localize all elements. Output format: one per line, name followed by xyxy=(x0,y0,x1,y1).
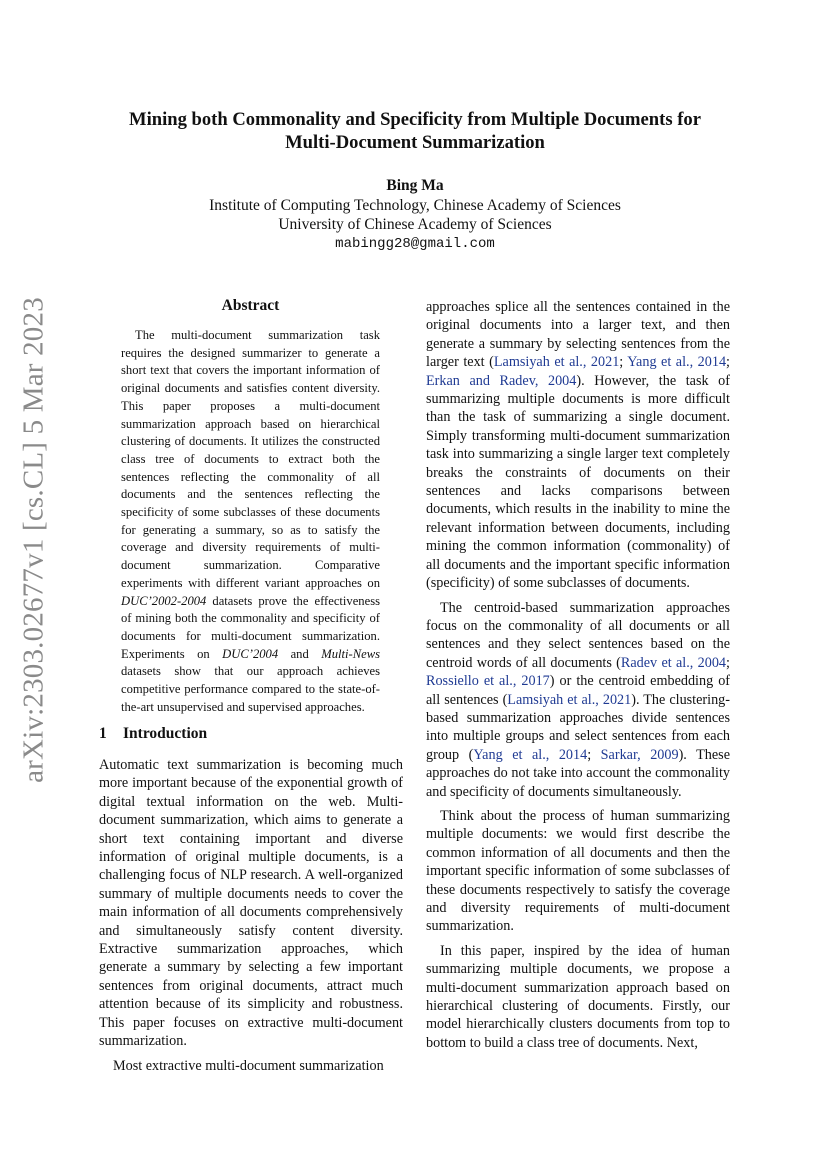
right-paragraph-1 xyxy=(426,298,730,593)
abstract-heading: Abstract xyxy=(221,297,280,314)
author-email[interactable]: mabingg28@gmail.com xyxy=(335,235,495,252)
title-line-1: Mining both Commonality and Specificity from Multiple Documents for xyxy=(129,109,701,130)
abstract-part-d: datasets show that our approach achieves competitive performance compared to the state-of-the-art unsupervised and supervised approaches. xyxy=(121,664,380,714)
intro-paragraph-2: Most extractive multi-document summarization xyxy=(113,1057,384,1074)
right-paragraph-2 xyxy=(426,599,730,801)
text-run: approaches splice all the sentences contained in the original documents into a larger text, and then generate a summary by selecting sentences from the larger text ( xyxy=(426,299,730,371)
paper-title xyxy=(90,108,740,154)
abstract-dataset-multi-news: Multi-News xyxy=(321,646,381,661)
citation-separator: ; xyxy=(587,746,601,763)
text-run: ). These approaches do not take into account the commonality and specificity of documents simultaneously. xyxy=(426,746,730,800)
text-run: ). However, the task of summarizing multiple documents is more difficult than the task of summarizing a single document. Simply transforming multi-document summarization task into summarizing a single larger text completely breaks the constraints of documents on their sentences and lacks comparisons between documents, which results in the inability to mine the relevant information between documents, including mining the common information (commonality) of all documents and the important specific information (specificity) of some subclasses of documents. xyxy=(426,372,730,592)
abstract-text xyxy=(121,327,380,716)
text-run: The centroid-based summarization approaches focus on the commonality of all documents or all sentences and they select sentences based on the centroid words of all documents ( xyxy=(426,599,730,671)
section-heading-introduction xyxy=(99,725,207,743)
citation-yang-2014[interactable]: Yang et al., 2014 xyxy=(627,354,727,371)
citation-yang-2014[interactable]: Yang et al., 2014 xyxy=(473,746,588,763)
citation-sarkar-2009[interactable]: Sarkar, 2009 xyxy=(600,746,679,763)
title-line-2: Multi-Document Summarization xyxy=(285,132,545,153)
citation-separator: ; xyxy=(726,654,730,671)
section-title: Introduction xyxy=(123,725,208,742)
citation-erkan-radev-2004[interactable]: Erkan and Radev, 2004 xyxy=(426,372,577,389)
left-column xyxy=(99,756,403,1075)
arxiv-sidebar-stamp xyxy=(4,297,64,783)
abstract-paragraph xyxy=(121,327,380,716)
abstract-part-c: and xyxy=(278,646,322,661)
section-number: 1 xyxy=(99,725,107,742)
affiliation-1: Institute of Computing Technology, Chinese Academy of Sciences xyxy=(209,196,621,214)
citation-lamsiyah-2021[interactable]: Lamsiyah et al., 2021 xyxy=(493,354,620,371)
citation-radev-2004[interactable]: Radev et al., 2004 xyxy=(620,654,727,671)
citation-lamsiyah-2021[interactable]: Lamsiyah et al., 2021 xyxy=(507,691,632,708)
text-run: ) or the centroid embedding of all sentences ( xyxy=(426,673,731,708)
abstract-dataset-duc-2004: DUC’2004 xyxy=(222,646,279,661)
citation-rossiello-2017[interactable]: Rossiello et al., 2017 xyxy=(426,673,550,690)
text-run: ). The clustering-based summarization approaches divide sentences into multiple groups and select sentences from each group ( xyxy=(426,691,730,763)
affiliation-2: University of Chinese Academy of Sciences xyxy=(278,216,552,233)
author-name: Bing Ma xyxy=(386,177,444,194)
right-paragraph-4: In this paper, inspired by the idea of human summarizing multiple documents, we propose a multi-document summarization approach based on hierarchical clustering of documents. Firstly, our model hierarchically clusters documents from top to bottom to build a class tree of documents. Next, xyxy=(426,942,730,1051)
right-column xyxy=(426,298,730,1052)
citation-separator: ; xyxy=(619,354,628,371)
abstract-part-a: The multi-document summarization task requires the designed summarizer to generate a short text that covers the important information of original documents and satisfies content diversity. This paper proposes a multi-document summarization approach based on hierarchical clustering of documents. It utilizes the constructed class tree of documents to extract both the sentences reflecting the commonality of all documents and the sentences reflecting the specificity of some subclasses of these documents for generating a summary, so as to satisfy the coverage and diversity requirements of multi-document summarization. Comparative experiments with different variant approaches on xyxy=(121,328,380,590)
author-block xyxy=(90,176,740,254)
arxiv-identifier: arXiv:2303.02677v1 [cs.CL] 5 Mar 2023 xyxy=(17,297,50,783)
citation-separator: ; xyxy=(726,354,730,371)
intro-paragraph-1: Automatic text summarization is becoming much more important because of the exponential growth of digital textual information on the web. Multi-document summarization, which aims to generate a short text containing important and diverse information of original multiple documents, is a challenging focus of NLP research. A well-organized summary of multiple documents needs to cover the main information of all documents comprehensively and simultaneously satisfy content diversity. Extractive summarization approaches, which generate a summary by selecting a few important sentences from original documents, attract much attention because of its simplicity and robustness. This paper focuses on extractive multi-document summarization. xyxy=(99,757,403,1050)
right-paragraph-3: Think about the process of human summarizing multiple documents: we would first describe the common information of all documents and then the important specific information of some subclasses of these documents respectively to satisfy the coverage and diversity requirements of multi-document summarization. xyxy=(426,807,730,935)
abstract-dataset-duc-2002-2004: DUC’2002-2004 xyxy=(121,593,207,608)
abstract-part-b: datasets prove the effectiveness of mining both the commonality and specificity of documents for multi-document summarization. Experiments on xyxy=(121,593,380,661)
